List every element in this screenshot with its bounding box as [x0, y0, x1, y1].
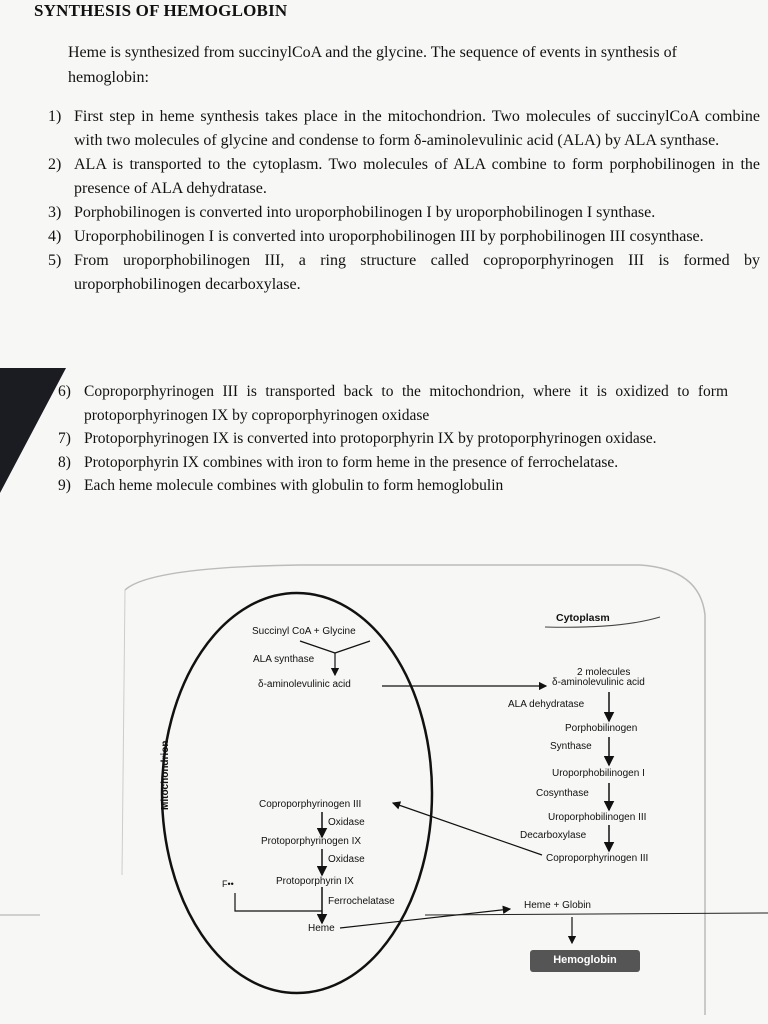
step-number: 8) — [58, 453, 71, 471]
step-number: 9) — [58, 477, 71, 494]
step-number: 1) — [48, 108, 62, 125]
list-item — [58, 380, 728, 427]
hemoglobin-box — [530, 950, 640, 972]
step-number: 4) — [48, 228, 62, 245]
step-text: Coproporphyrinogen III is transported back to the mitochondrion, where it is oxidized to form protoporphyrinogen IX by coproporphyrinogen oxidase — [84, 383, 728, 424]
steps-list-2 — [58, 380, 728, 498]
list-item — [48, 201, 760, 225]
two-molecules-label: 2 molecules — [577, 667, 631, 678]
step-text: Protoporphyrinogen IX is converted into protoporphyrin IX by protoporphyrinogen oxidase. — [84, 430, 657, 447]
steps-list-1 — [48, 105, 760, 297]
list-item — [58, 427, 728, 451]
oxidase2-label: Oxidase — [328, 854, 365, 865]
protoporphyrinogen-label: Protoporphyrinogen IX — [261, 836, 362, 847]
oxidase1-label: Oxidase — [328, 817, 365, 828]
ferrochelatase-label: Ferrochelatase — [328, 896, 395, 907]
decarboxylase-label: Decarboxylase — [520, 830, 587, 841]
ala-right-label: δ-aminolevulinic acid — [552, 677, 645, 688]
step-number: 2) — [48, 156, 62, 173]
porphobilinogen-label: Porphobilinogen — [565, 723, 638, 734]
page-title: SYNTHESIS OF HEMOGLOBIN — [34, 1, 288, 20]
step-text: From uroporphobilinogen III, a ring structure called coproporphyrinogen III is formed by uroporphobilinogen decarboxylase. — [74, 252, 760, 293]
step-text: Each heme molecule combines with globulin to form hemoglobulin — [84, 477, 504, 494]
step-text: Uroporphobilinogen I is converted into uroporphobilinogen III by porphobilinogen III cosynthase. — [74, 228, 704, 245]
uro1-label: Uroporphobilinogen I — [552, 768, 645, 779]
copro-right-label: Coproporphyrinogen III — [546, 853, 649, 864]
list-item — [48, 249, 760, 297]
cosynthase-label: Cosynthase — [536, 788, 589, 799]
uro3-label: Uroporphobilinogen III — [548, 812, 647, 823]
list-item — [48, 153, 760, 201]
mitochondrion-oval — [162, 593, 432, 993]
step-number: 5) — [48, 252, 62, 269]
diagram-lines — [0, 555, 768, 1024]
step-number: 7) — [58, 430, 71, 447]
cytoplasm-label: Cytoplasm — [556, 612, 610, 624]
list-item — [48, 105, 760, 153]
step-number: 6) — [58, 383, 71, 400]
list-item — [48, 225, 760, 249]
succinyl-label: Succinyl CoA + Glycine — [252, 626, 356, 637]
ala-dehydratase-label: ALA dehydratase — [508, 699, 585, 710]
figure-frame-left — [122, 590, 125, 875]
hemoglobin-label: Hemoglobin — [553, 954, 617, 966]
step-text: Porphobilinogen is converted into uroporphobilinogen I by uroporphobilinogen I synthase. — [74, 204, 656, 221]
mitochondrion-label: Mitochondrion — [160, 740, 171, 810]
synthase-label: Synthase — [550, 741, 592, 752]
ala-left-label: δ-aminolevulinic acid — [258, 679, 351, 690]
step-text: ALA is transported to the cytoplasm. Two molecules of ALA combine to form porphobilinogen in the presence of ALA dehydratase. — [74, 156, 760, 197]
list-item — [58, 451, 728, 475]
heme-synthesis-diagram — [0, 555, 768, 1024]
step-number: 3) — [48, 204, 62, 221]
copro-left-label: Coproporphyrinogen III — [259, 799, 362, 810]
protoporphyrin-label: Protoporphyrin IX — [276, 876, 354, 887]
list-item — [58, 474, 728, 498]
intro-paragraph: Heme is synthesized from succinylCoA and the glycine. The sequence of events in synthesis of hemoglobin: — [68, 44, 677, 86]
step-text: Protoporphyrin IX combines with iron to form heme in the presence of ferrochelatase. — [84, 453, 619, 471]
ala-synthase-label: ALA synthase — [253, 654, 315, 665]
heme-globin-label: Heme + Globin — [524, 900, 591, 911]
iron-label: F•• — [222, 879, 234, 889]
step-text: First step in heme synthesis takes place in the mitochondrion. Two molecules of succinylCoA combine with two molecules of glycine and condense to form δ-aminolevulinic acid (ALA) by ALA synthase. — [74, 108, 760, 149]
heme-label: Heme — [308, 923, 335, 934]
